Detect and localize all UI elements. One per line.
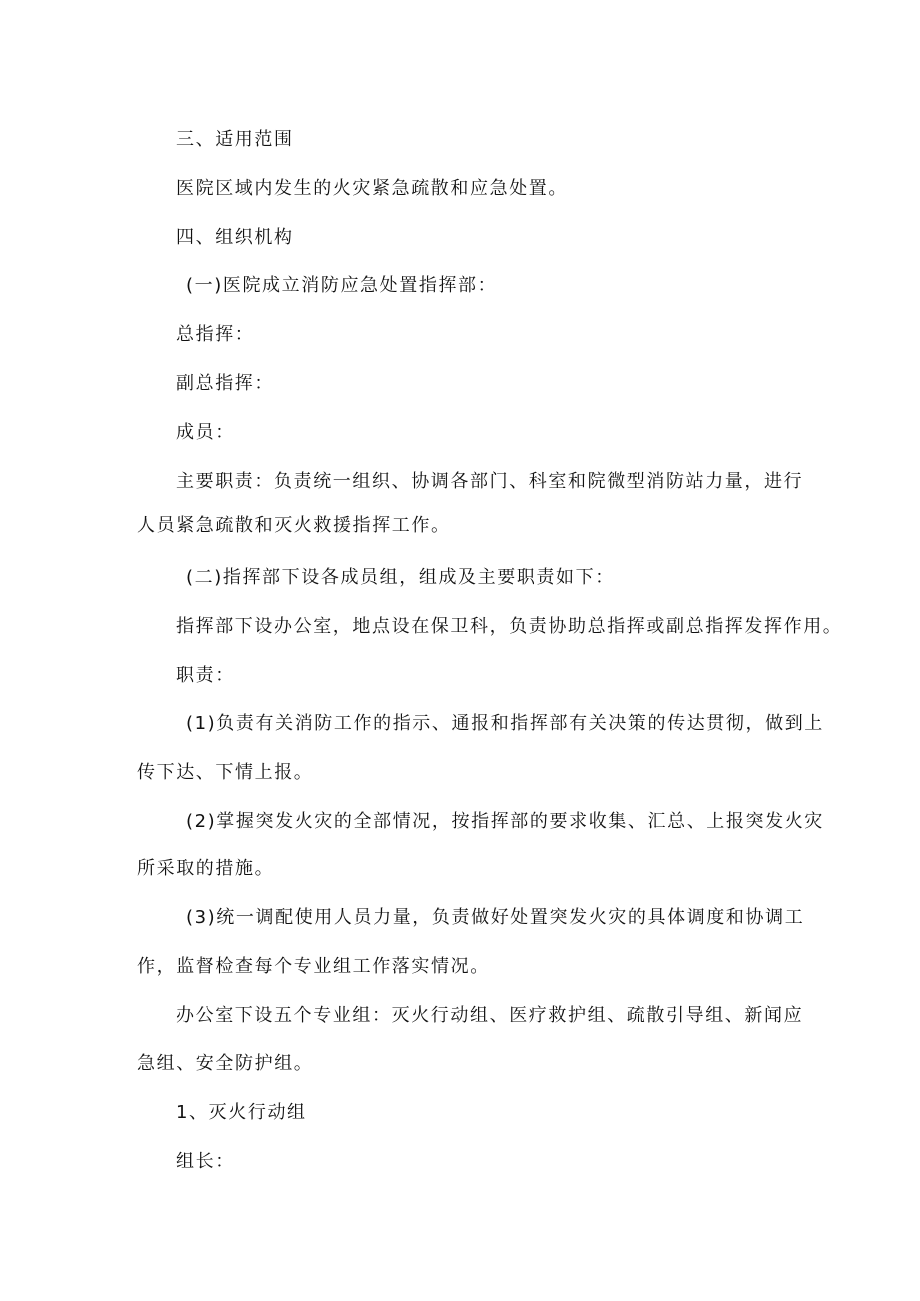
list-item-duty-1: (1)负责有关消防工作的指示、通报和指挥部有关决策的传达贯彻，做到上 [186, 713, 824, 734]
paragraph-main-duties: 主要职责：负责统一组织、协调各部门、科室和院微型消防站力量，进行 [176, 471, 804, 492]
subheading-command-center: (一)医院成立消防应急处置指挥部： [186, 275, 498, 296]
field-chief-commander: 总指挥： [176, 324, 255, 345]
section-heading-scope: 三、适用范围 [176, 129, 294, 150]
list-item-duty-3-cont: 作，监督检查每个专业组工作落实情况。 [137, 956, 490, 977]
list-item-duty-2-cont: 所采取的措施。 [137, 858, 275, 879]
paragraph-special-groups: 办公室下设五个专业组：灭火行动组、医疗救护组、疏散引导组、新闻应 [176, 1005, 804, 1026]
field-deputy-commander: 副总指挥： [176, 373, 274, 394]
subheading-member-groups: (二)指挥部下设各成员组，组成及主要职责如下： [186, 567, 615, 588]
list-item-duty-2: (2)掌握突发火灾的全部情况，按指挥部的要求收集、汇总、上报突发火灾 [186, 811, 824, 832]
list-item-duty-3: (3)统一调配使用人员力量，负责做好处置突发火灾的具体调度和协调工 [186, 907, 805, 928]
field-group-leader: 组长： [176, 1151, 235, 1172]
paragraph-special-groups-cont: 急组、安全防护组。 [137, 1053, 314, 1074]
heading-fire-action-group: 1、灭火行动组 [176, 1102, 307, 1123]
field-members: 成员： [176, 422, 235, 443]
field-duties: 职责： [176, 665, 235, 686]
paragraph-office: 指挥部下设办公室，地点设在保卫科，负责协助总指挥或副总指挥发挥作用。 [176, 616, 843, 637]
paragraph-main-duties-cont: 人员紧急疏散和灭火救援指挥工作。 [137, 515, 451, 536]
section-heading-organization: 四、组织机构 [176, 227, 294, 248]
paragraph-scope: 医院区域内发生的火灾紧急疏散和应急处置。 [176, 178, 568, 199]
list-item-duty-1-cont: 传下达、下情上报。 [137, 762, 314, 783]
